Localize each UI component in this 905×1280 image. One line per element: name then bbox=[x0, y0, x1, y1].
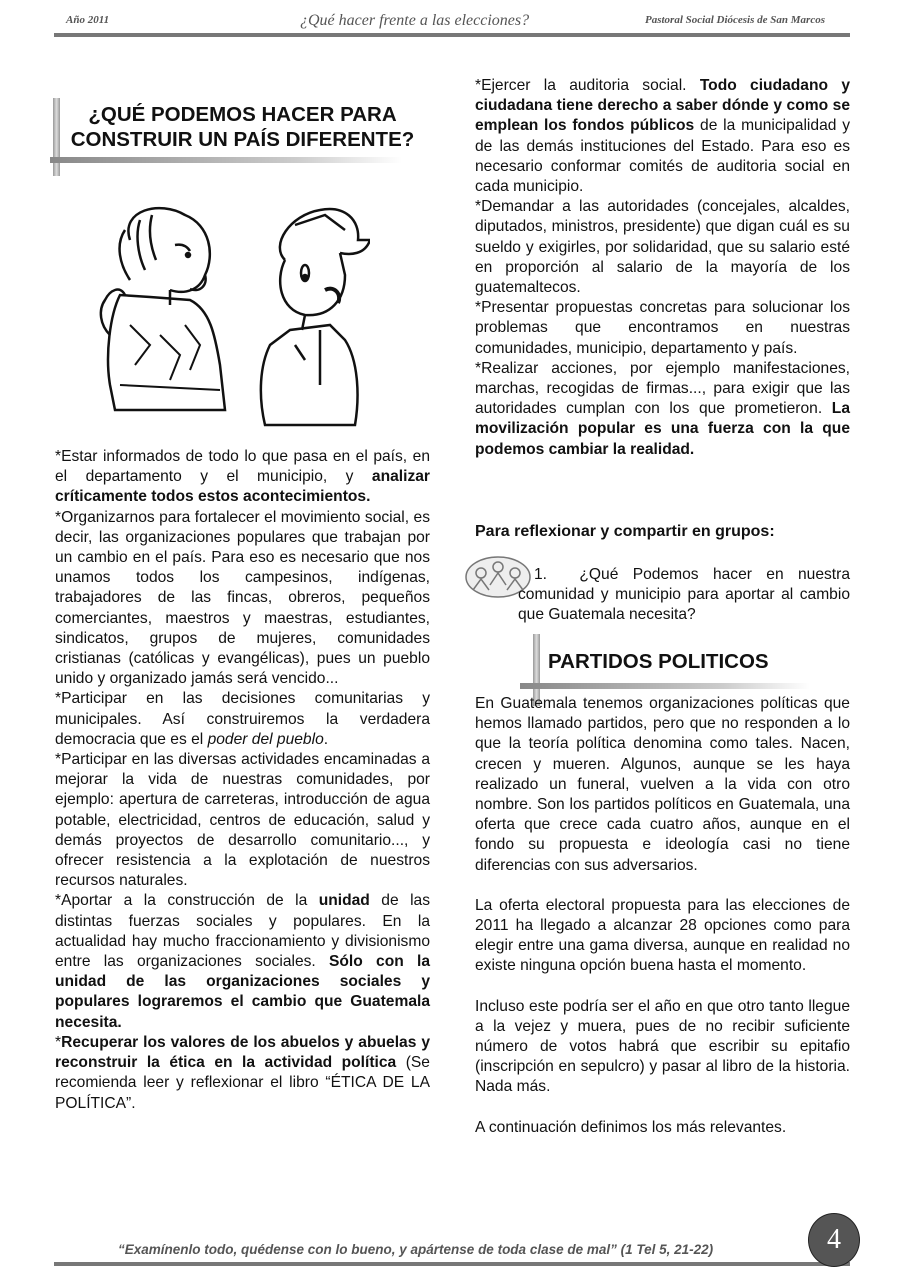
text-run: * bbox=[55, 1033, 62, 1051]
text-run: Sólo con la unidad de las organizaciones sociales y populares lograremos el cambio que Guatemala necesita. bbox=[55, 953, 430, 1031]
text-run: analizar críticamente todos estos acontecimientos. bbox=[55, 468, 430, 506]
illustration-two-people bbox=[90, 185, 370, 435]
paragraph bbox=[475, 197, 850, 298]
text-run: *Aportar a la construcción de la bbox=[55, 892, 319, 910]
man-figure bbox=[261, 209, 370, 425]
section-title-2: PARTIDOS POLITICOS bbox=[548, 650, 769, 673]
paragraph bbox=[475, 298, 850, 359]
heading2-horizontal-bar bbox=[520, 683, 810, 689]
question-text: ¿Qué Podemos hacer en nuestra comunidad y municipio para aportar al cambio que Guatemala necesita? bbox=[518, 566, 850, 624]
paragraph bbox=[55, 1033, 430, 1114]
text-run: *Ejercer la auditoria social. bbox=[475, 77, 700, 94]
heading-vertical-bar bbox=[53, 98, 60, 176]
paragraph: Incluso este podría ser el año en que otro tanto llegue a la vejez y muera, pues de no recibir suficiente número de votos habrá que escribir su epitafio (inscripción en sepulcro) y pasar al libro de la historia. Nada más. bbox=[475, 997, 850, 1096]
question-number: 1. bbox=[534, 566, 548, 583]
header-year: Año 2011 bbox=[66, 14, 110, 26]
page-number: 4 bbox=[808, 1213, 860, 1267]
text-run: *Participar en las diversas actividades encaminadas a mejorar la vida de nuestras comunidades, por ejemplo: apertura de carreteras, introducción de agua potable, electricidad, centros de educación, salud y demás proyectos de desarrollo comunitario..., y ofrecer resistencia a la explotación de nuestros recursos naturales. bbox=[55, 751, 430, 890]
title-line-1: ¿QUÉ PODEMOS HACER PARA bbox=[88, 103, 397, 126]
text-run: (Se recomienda leer y reflexionar el libro “ÉTICA DE LA POLÍTICA”. bbox=[55, 1054, 430, 1112]
text-run: de las distintas fuerzas sociales y populares. En la actualidad hay mucho fraccionamiento y divisionismo entre las organizaciones sociales. bbox=[55, 892, 430, 971]
text-run: *Presentar propuestas concretas para solucionar los problemas que encontramos en nuestras comunidades, municipio, departamento y país. bbox=[475, 299, 850, 357]
title-line-2: CONSTRUIR UN PAÍS DIFERENTE? bbox=[70, 128, 415, 151]
section-title-1 bbox=[60, 102, 425, 152]
text-run: *Organizarnos para fortalecer el movimiento social, es decir, las organizaciones populares que trabajan por un cambio en el país. Para eso es necesario que nos unamos todos los campesinos, indígenas, trabajadores de las fincas, obreros, pequeños comerciantes, maestros y maestras, estudiantes, sindicatos, grupos de mujeres, comunidades cristianas (católicas y evangélicas), pues un pueblo unido y organizado jamás será vencido... bbox=[55, 508, 430, 688]
woman-figure bbox=[101, 208, 225, 410]
paragraph bbox=[475, 76, 850, 197]
reflect-question bbox=[518, 565, 850, 626]
text-run: unidad bbox=[318, 892, 370, 910]
text-run: . bbox=[323, 730, 329, 748]
paragraph bbox=[55, 689, 430, 750]
header-org: Pastoral Social Diócesis de San Marcos bbox=[645, 14, 825, 26]
footer-rule bbox=[54, 1262, 850, 1266]
paragraph: En Guatemala tenemos organizaciones políticas que hemos llamado partidos, pero que no responden a lo que la teoría política denomina como tales. Nacen, crecen y mueren. Algunos, aunque se les haya realizado un funeral, vuelven a la vida con otro nombre. Son los partidos políticos en Guatemala, una oferta que crece cada cuatro años, aunque en el fondo su propuesta e ideología casi no tiene diferencias con sus adversarios. bbox=[475, 695, 850, 874]
paragraph bbox=[55, 447, 430, 508]
left-column bbox=[55, 447, 430, 1114]
partidos-text bbox=[475, 694, 850, 1138]
paragraph bbox=[55, 750, 430, 891]
text-run: de la municipalidad y de las demás instituciones del Estado. Para eso es necesario conformar comités de auditoria social en cada municipio. bbox=[475, 117, 850, 196]
paragraph: La oferta electoral propuesta para las elecciones de 2011 ha llegado a alcanzar 28 opciones como para elegir entre una gama diversa, aunque en realidad no existe ninguna opción buena hasta el momento. bbox=[475, 896, 850, 975]
paragraph bbox=[55, 508, 430, 690]
text-run: *Estar informados de todo lo que pasa en el país, en el departamento y el municipio, y bbox=[55, 448, 430, 486]
header-title: ¿Qué hacer frente a las elecciones? bbox=[300, 12, 530, 29]
right-column bbox=[475, 76, 850, 460]
text-run: *Demandar a las autoridades (concejales, alcaldes, diputados, ministros, presidente) que digan cuál es su sueldo y exigirles, por solidaridad, que su salario esté en proporción al salario de la mayoría de los guatemaltecos. bbox=[475, 198, 850, 297]
footer-quote: “Examínenlo todo, quédense con lo bueno, y apártense de toda clase de mal” (1 Tel 5, 21-22) bbox=[118, 1242, 714, 1257]
text-run: poder del pueblo bbox=[207, 730, 324, 748]
text-run: Todo ciudadano y ciudadana tiene derecho a saber dónde y como se emplean los fondos públicos bbox=[475, 77, 850, 135]
paragraph bbox=[55, 891, 430, 1032]
reflect-heading: Para reflexionar y compartir en grupos: bbox=[475, 523, 775, 540]
text-run: La movilización popular es una fuerza con la que podemos cambiar la realidad. bbox=[475, 400, 850, 458]
text-run: *Participar en las decisiones comunitarias y municipales. Así construiremos la verdadera democracia que es el bbox=[55, 690, 430, 748]
text-run: *Realizar acciones, por ejemplo manifestaciones, marchas, recogidas de firmas..., para exigir que las autoridades cumplan con los que prometieron. bbox=[475, 359, 850, 418]
paragraph bbox=[475, 359, 850, 460]
heading-horizontal-bar bbox=[50, 157, 402, 163]
text-run: Recuperar los valores de los abuelos y abuelas y reconstruir la ética en la actividad política bbox=[55, 1033, 430, 1072]
paragraph: A continuación definimos los más relevantes. bbox=[475, 1118, 787, 1136]
header-rule bbox=[54, 33, 850, 37]
